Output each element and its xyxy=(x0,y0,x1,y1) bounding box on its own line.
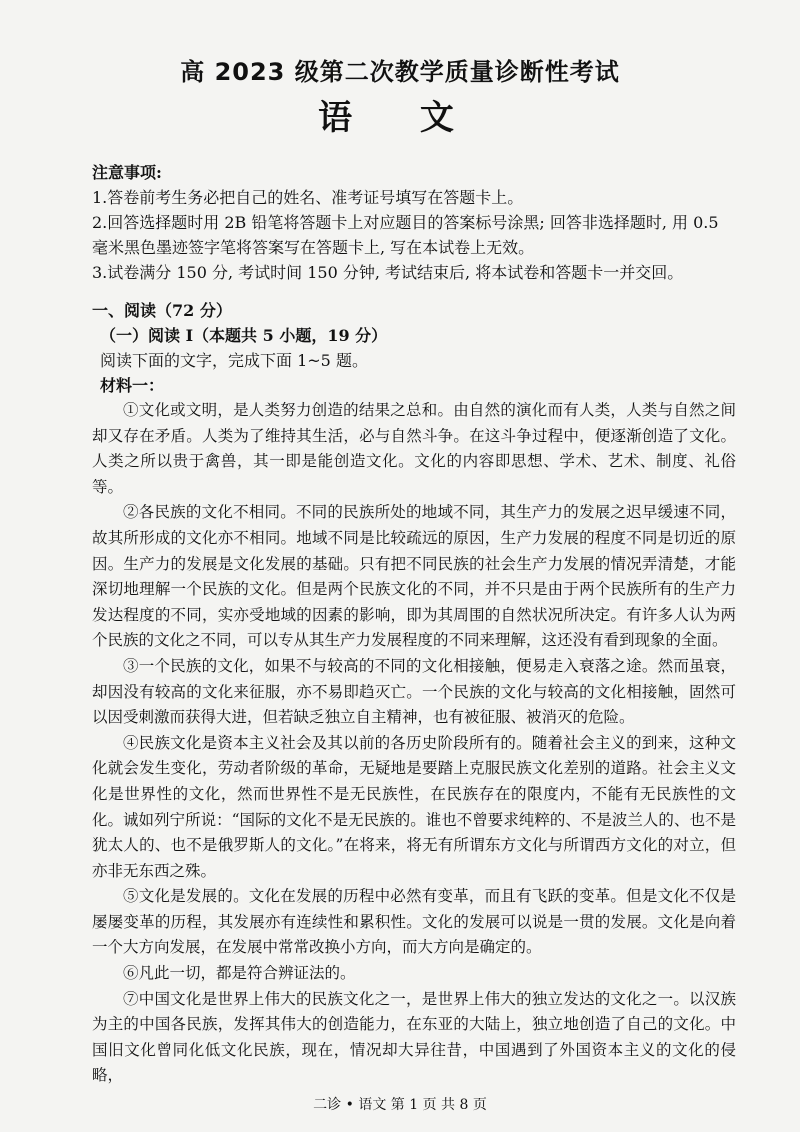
paragraph-4: ④民族文化是资本主义社会及其以前的各历史阶段所有的。随着社会主义的到来，这种文化就会发生变化，劳动者阶级的革命，无疑地是要踏上克服民族文化差别的道路。社会主义文化是世界性的文化，然而世界性不是无民族性，在民族存在的限度内，不能有无民族性的文化。诚如列宁所说：“国际的文化不是无民族的。谁也不曾要求纯粹的、不是波兰人的、也不是犹太人的、也不是俄罗斯人的文化。”在将来，将无有所谓东方文化与所谓西方文化的对立，但亦非无东西之殊。 xyxy=(92,733,736,880)
subject-title: 语 文 xyxy=(318,98,482,138)
section-instruction: 阅读下面的文字，完成下面 1~5 题。 xyxy=(100,351,368,370)
paragraph-5: ⑤文化是发展的。文化在发展的历程中必然有变革，而且有飞跃的变革。但是文化不仅是屡屡变革的历程，其发展亦有连续性和累积性。文化的发展可以说是一贯的发展。文化是向着一个大方向发展，在发展中常常改换小方向，而大方向是确定的。 xyxy=(92,887,736,957)
paragraph-6: ⑥凡此一切，都是符合辨证法的。 xyxy=(123,964,356,983)
note-item: 2.回答选择题时用 2B 铅笔将答题卡上对应题目的答案标号涂黑; 回答非选择题时, 用 0.5 毫米黑色墨迹签字笔将答案写在答题卡上, 写在本试卷上无效。 xyxy=(92,213,719,257)
paragraph-1: ①文化或文明，是人类努力创造的结果之总和。由自然的演化而有人类，人类与自然之间却又存在矛盾。人类为了维持其生活，必与自然斗争。在这斗争过程中，便逐渐创造了文化。人类之所以贵于禽兽，其一即是能创造文化。文化的内容即思想、学术、艺术、制度、礼俗等。 xyxy=(92,401,736,496)
page-footer: 二诊 • 语文 第 1 页 共 8 页 xyxy=(313,1097,487,1113)
section-subtitle: （一）阅读 I（本题共 5 小题，19 分） xyxy=(100,326,388,345)
reading-passage xyxy=(92,398,736,1089)
note-item: 3.试卷满分 150 分, 考试时间 150 分钟, 考试结束后, 将本试卷和答题卡一并交回。 xyxy=(92,263,684,282)
exam-title: 高 2023 级第二次教学质量诊断性考试 xyxy=(180,58,620,86)
paragraph-3: ③一个民族的文化，如果不与较高的不同的文化相接触，便易走入衰落之途。然而虽衰，却因没有较高的文化来征服，亦不易即趋灭亡。一个民族的文化与较高的文化相接触，固然可以因受刺激而获得大进，但若缺乏独立自主精神，也有被征服、被消灭的危险。 xyxy=(92,656,736,727)
note-item: 1.答卷前考生务必把自己的姓名、准考证号填写在答题卡上。 xyxy=(92,188,524,207)
paragraph-2: ②各民族的文化不相同。不同的民族所处的地域不同，其生产力的发展之迟早缓速不同，故其所形成的文化亦不相同。地域不同是比较疏远的原因，生产力发展的程度不同是切近的原因。生产力的发展是文化发展的基础。只有把不同民族的社会生产力发展的情况弄清楚，才能深切地理解一个民族的文化。但是两个民族文化的不同，并不只是由于两个民族所有的生产力发达程度的不同，实亦受地域的因素的影响，即为其周围的自然状况所决定。有许多人认为两个民族的文化之不同，可以专从其生产力发展程度的不同来理解，这还没有看到现象的全面。 xyxy=(92,503,736,650)
notes-heading: 注意事项: xyxy=(92,163,162,182)
section-title: 一、阅读（72 分） xyxy=(92,301,232,320)
paragraph-7: ⑦中国文化是世界上伟大的民族文化之一，是世界上伟大的独立发达的文化之一。以汉族为主的中国各民族，发挥其伟大的创造能力，在东亚的大陆上，独立地创造了自己的文化。中国旧文化曾同化低文化民族，现在，情况却大异往昔，中国遇到了外国资本主义的文化的侵略， xyxy=(92,989,736,1085)
section-header-block xyxy=(92,298,732,398)
notes-block xyxy=(92,160,732,285)
material-label: 材料一： xyxy=(100,376,165,395)
